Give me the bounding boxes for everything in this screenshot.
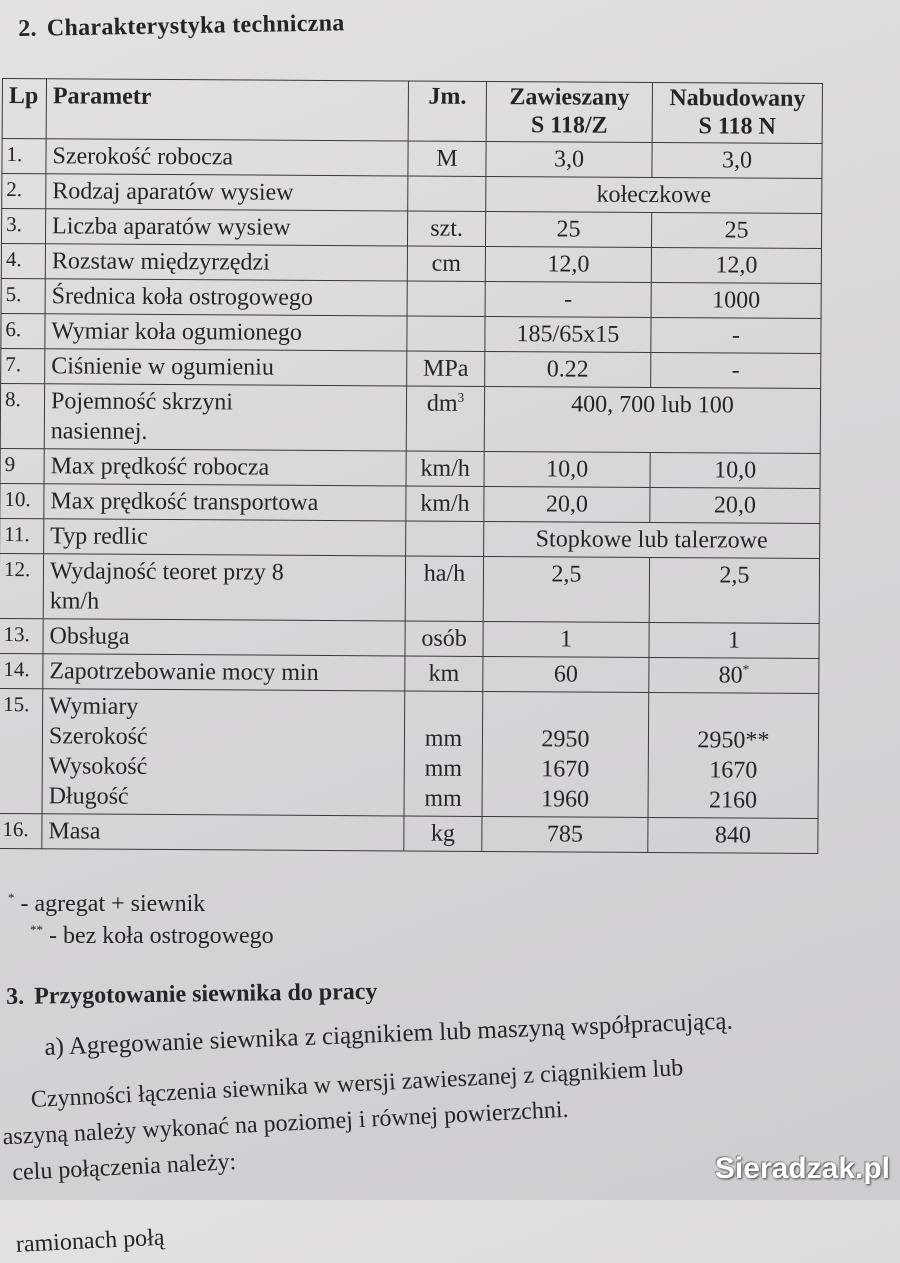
row-sub-zawieszany: 2950 — [541, 726, 590, 753]
row-nabudowany: 1000 — [651, 283, 821, 319]
footnote-1-mark: * — [8, 890, 15, 905]
row-jm — [407, 316, 485, 351]
row-lp: 11. — [0, 519, 44, 554]
row-zawieszany: 2,5 — [483, 557, 649, 623]
row-sub-nabudowany: 2160 — [709, 787, 758, 814]
watermark-logo: Sieradzak.pl — [714, 1152, 890, 1185]
table-row — [0, 689, 819, 819]
row-lp: 13. — [0, 619, 43, 654]
row-lp: 2. — [2, 174, 46, 209]
row-nabudowany: 12,0 — [651, 248, 821, 284]
row-param-heading: Wymiary — [49, 693, 139, 721]
row-lp: 14. — [0, 654, 43, 689]
table-row — [1, 279, 821, 319]
row-zawieszany: 185/65x15 — [485, 317, 651, 353]
footnote-1-text: - agregat + siewnik — [14, 891, 206, 917]
row-sub-jm: mm — [424, 725, 463, 753]
row-param: Zapotrzebowanie mocy min — [43, 654, 405, 691]
table-header-row — [2, 79, 822, 144]
row-zawieszany: 25 — [485, 212, 651, 248]
subsection-a: a) Agregowanie siewnika z ciągnikiem lub maszyną współpracującą. — [44, 1007, 734, 1061]
row-jm: ha/h — [405, 556, 483, 621]
table-row — [0, 519, 820, 559]
header-nabudowany — [652, 82, 822, 143]
header-zawieszany-line1: Zawieszany — [509, 84, 630, 111]
table-row — [0, 449, 820, 489]
table-row — [0, 554, 820, 624]
row-jm: szt. — [407, 211, 485, 246]
section-2-heading — [18, 10, 345, 43]
row-zawieszany: 785 — [482, 817, 648, 853]
row-param: Średnica koła ostrogowego — [45, 279, 407, 316]
row-jm: km/h — [406, 451, 484, 486]
row-zawieszany: 12,0 — [485, 247, 651, 283]
table-row — [0, 484, 820, 524]
row-param: Liczba aparatów wysiew — [45, 209, 407, 246]
row-jm: cm — [407, 246, 485, 281]
header-lp: Lp — [2, 79, 46, 139]
specs-table-wrapper — [0, 78, 822, 854]
row-lp: 12. — [0, 554, 44, 619]
row-param: Ciśnienie w ogumieniu — [45, 349, 407, 386]
row-jm: M — [408, 141, 486, 176]
row-param: Szerokość robocza — [46, 139, 408, 176]
row-sub-nabudowany: 2950** — [697, 727, 770, 754]
specs-table — [0, 78, 823, 854]
row-nabudowany: - — [651, 353, 821, 389]
row-zawieszany: 3,0 — [486, 142, 652, 178]
row-sub-name: Szerokość — [48, 723, 148, 751]
row-param-line1: Pojemność skrzyni — [50, 388, 234, 416]
row-nabudowany: 20,0 — [650, 488, 820, 524]
row-param-line2: km/h — [49, 588, 100, 615]
footnotes — [8, 888, 274, 953]
row-merged-value: 400, 700 lub 100 — [484, 387, 820, 454]
row-nabudowany: 840 — [648, 818, 818, 854]
row-param: Rodzaj aparatów wysiew — [46, 174, 408, 211]
row-param: Wymiar koła ogumionego — [45, 314, 407, 351]
table-row — [0, 619, 819, 659]
row-nabudowany-value: 80 — [718, 662, 743, 689]
row-param: Max prędkość transportowa — [44, 484, 406, 521]
row-sub-zawieszany: 1960 — [541, 786, 590, 813]
header-zawieszany-line2: S 118/Z — [530, 111, 608, 139]
header-nabudowany-line2: S 118 N — [698, 112, 776, 140]
paragraph-line-3-tail: ramionach połą — [15, 1224, 166, 1258]
row-jm-unit: dm — [426, 390, 458, 417]
row-param: Typ redlic — [44, 519, 406, 556]
row-param-line1: Wydajność teoret przy 8 — [49, 558, 284, 586]
footnote-2 — [8, 920, 274, 952]
section-number: 2. — [18, 15, 38, 42]
row-param: Rozstaw międzyrzędzi — [45, 244, 407, 281]
row-lp: 6. — [1, 314, 45, 349]
row-sub-zawieszany: 1670 — [541, 756, 590, 783]
table-row — [0, 814, 818, 854]
row-sub-name: Długość — [48, 783, 129, 810]
row-jm: km/h — [406, 486, 484, 521]
row-lp: 3. — [1, 209, 45, 244]
row-zawieszany: 0.22 — [485, 352, 651, 388]
row-merged-value: Stopkowe lub talerzowe — [484, 522, 820, 559]
row-zawieszany: 10,0 — [484, 452, 650, 488]
row-zawieszany: - — [485, 282, 651, 318]
row-param — [44, 384, 406, 451]
row-jm — [406, 521, 484, 556]
row-zawieszany: 60 — [483, 657, 649, 693]
row-nabudowany — [649, 658, 819, 694]
row-jm — [404, 691, 483, 816]
header-parametr: Parametr — [46, 79, 408, 141]
header-zawieszany — [486, 81, 652, 142]
row-lp: 10. — [0, 484, 44, 519]
section-title: Charakterystyka techniczna — [46, 10, 345, 42]
row-sub-nabudowany: 1670 — [709, 757, 758, 784]
table-row — [0, 384, 820, 454]
row-lp: 8. — [0, 384, 44, 449]
row-jm — [407, 281, 485, 316]
row-nabudowany: 25 — [651, 213, 821, 249]
row-lp: 15. — [0, 689, 43, 814]
row-nabudowany: - — [651, 318, 821, 354]
row-jm — [408, 176, 486, 211]
row-zawieszany: 20,0 — [484, 487, 650, 523]
row-lp: 5. — [1, 279, 45, 314]
row-jm-sup: 3 — [457, 389, 465, 406]
row-jm: kg — [404, 816, 482, 851]
paragraph-line-2: aszyną należy wykonać na poziomej i równej powierzchni. — [2, 1096, 570, 1151]
row-lp: 16. — [0, 814, 42, 849]
row-lp: 9 — [0, 449, 44, 484]
row-lp: 4. — [1, 244, 45, 279]
header-jm: Jm. — [408, 81, 486, 142]
row-zawieszany — [482, 692, 649, 818]
row-lp: 1. — [2, 139, 46, 174]
row-jm: km — [405, 656, 483, 691]
row-sub-name: Wysokość — [48, 753, 148, 781]
row-sub-jm: mm — [424, 755, 463, 783]
table-row — [2, 174, 822, 214]
table-row — [2, 139, 822, 179]
row-jm — [406, 386, 484, 451]
row-param — [42, 689, 405, 816]
row-param — [43, 554, 405, 621]
table-row — [1, 209, 821, 249]
row-param: Obsługa — [43, 619, 405, 656]
table-row — [1, 244, 821, 284]
header-nabudowany-line1: Nabudowany — [669, 85, 806, 112]
row-nabudowany: 2,5 — [649, 558, 819, 624]
paragraph-line-3-start: celu połączenia należy: — [11, 1149, 237, 1186]
row-jm: osób — [405, 621, 483, 656]
footnote-2-text: - bez koła ostrogowego — [43, 923, 274, 950]
row-nabudowany: 3,0 — [652, 143, 822, 179]
section-3-heading — [6, 979, 378, 1011]
footnote-1 — [8, 888, 274, 920]
row-nabudowany-footnote-mark: * — [742, 661, 750, 677]
row-zawieszany: 1 — [483, 622, 649, 658]
body-paragraph — [2, 1039, 900, 1262]
row-param-line2: nasiennej. — [50, 418, 148, 446]
row-lp: 7. — [1, 349, 45, 384]
table-row — [0, 654, 819, 694]
footnote-2-mark: ** — [30, 922, 43, 938]
table-row — [1, 349, 821, 389]
table-row — [1, 314, 821, 354]
row-merged-value: kołeczkowe — [486, 177, 822, 214]
row-jm: MPa — [407, 351, 485, 386]
row-param: Masa — [42, 814, 404, 851]
row-nabudowany: 10,0 — [650, 453, 820, 489]
row-nabudowany — [648, 693, 819, 819]
section-number: 3. — [6, 983, 25, 1010]
row-sub-jm: mm — [424, 785, 462, 813]
row-nabudowany: 1 — [649, 623, 819, 659]
section-title: Przygotowanie siewnika do pracy — [33, 978, 378, 1010]
row-param: Max prędkość robocza — [44, 449, 406, 486]
paragraph-line-1: Czynności łączenia siewnika w wersji zawieszanej z ciągnikiem lub — [30, 1055, 684, 1113]
